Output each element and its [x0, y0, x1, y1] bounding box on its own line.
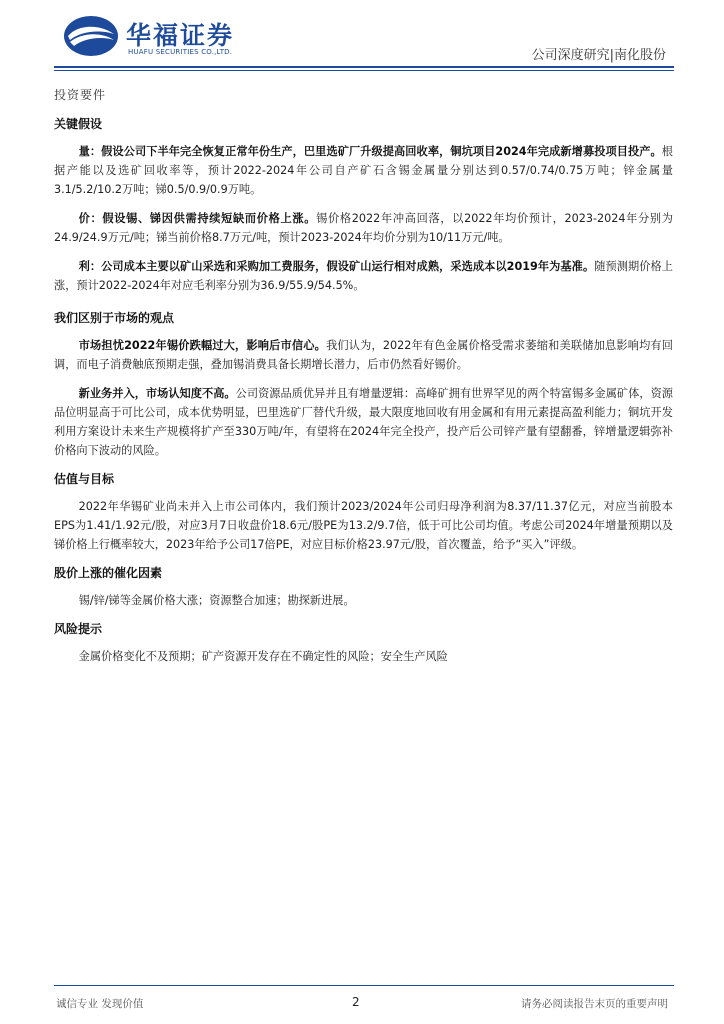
- header-divider: [54, 66, 674, 68]
- valuation-heading: 估值与目标: [54, 472, 115, 486]
- huafu-logo-icon: [62, 14, 120, 58]
- volume-assumption-body: 根据产能以及选矿回收率等，预计2022-2024年公司自产矿石含锡金属量分别达到0.57/0.74/0.75万吨；锌金属量3.1/5.2/10.2万吨；锑0.5/0.9/0.9万吨。: [54, 145, 673, 196]
- market-view-paragraph-2: [54, 384, 673, 460]
- valuation-paragraph: 2022年华锡矿业尚未并入上市公司体内，我们预计2023/2024年公司归母净利润为8.37/11.37亿元，对应当前股本EPS为1.41/1.92元/股，对应3月7日收盘价18.6元/股PE为13.2/9.7倍，低于可比公司均值。考虑公司2024年增量预期以及锑价格上行概率较大，2023年给予公司17倍PE，对应目标价格23.97元/股，首次覆盖，给予“买入”评级。: [54, 500, 673, 551]
- volume-assumption: [54, 142, 673, 199]
- profit-assumption-body: 随预测期价格上涨，预计2022-2024年对应毛利率分别为36.9/55.9/54.5%。: [54, 260, 673, 292]
- footer-divider: [54, 985, 674, 986]
- report-type-label: 公司深度研究|南化股份: [531, 48, 666, 63]
- price-assumption-lead: 价：假设锡、锑因供需持续短缺而价格上涨。: [78, 212, 317, 225]
- market-view-2-lead: 新业务并入，市场认知度不高。: [78, 387, 236, 400]
- profit-assumption: [54, 257, 673, 295]
- catalysts-heading: 股价上涨的催化因素: [54, 566, 163, 580]
- profit-assumption-lead: 利：公司成本主要以矿山采选和采购加工费服务，假设矿山运行相对成熟，采选成本以2019年为基准。: [78, 260, 595, 273]
- footer-disclaimer-note: 请务必阅读报告末页的重要声明: [521, 998, 668, 1010]
- report-body: [54, 86, 673, 676]
- market-view-1-body: 我们认为，2022年有色金属价格受需求萎缩和美联储加息影响均有回调，而电子消费触底预期走强，叠加锡消费具备长期增长潜力，后市仍然看好锡价。: [54, 339, 673, 371]
- risks-paragraph: 金属价格变化不及预期；矿产资源开发存在不确定性的风险；安全生产风险: [78, 650, 448, 663]
- market-view-2-body: 公司资源品质优异并且有增量逻辑：高峰矿拥有世界罕见的两个特富锡多金属矿体，资源品位明显高于可比公司，成本优势明显，巴里选矿厂替代升级，最大限度地回收有用金属和有用元素提高盈利能力；铜坑开发利用方案设计未来生产规模将扩产至330万吨/年，有望将在2024年完全投产，投产后公司锌产量有望翻番，锌增量逻辑弥补价格向下波动的风险。: [54, 387, 673, 457]
- page-number: 2: [352, 995, 360, 1009]
- header-divider-thin: [54, 70, 674, 71]
- section-title: 投资要件: [54, 88, 107, 102]
- logo-english-name: HUAFU SECURITIES CO.,LTD.: [128, 48, 233, 56]
- logo-chinese-name: 华福证券: [126, 21, 235, 50]
- risks-heading: 风险提示: [54, 622, 103, 636]
- key-assumptions-heading: 关键假设: [54, 117, 103, 131]
- price-assumption: [54, 209, 673, 247]
- volume-assumption-lead: 量：假设公司下半年完全恢复正常年份生产，巴里选矿厂升级提高回收率，铜坑项目2024年完成新增募投项目投产。: [78, 145, 662, 158]
- market-view-heading: 我们区别于市场的观点: [54, 311, 175, 325]
- company-logo: [62, 14, 262, 58]
- footer-slogan: 诚信专业 发现价值: [56, 998, 144, 1010]
- price-assumption-body: 锡价格2022年冲高回落，以2022年均价预计，2023-2024年分别为24.9/24.9万元/吨；锑当前价格8.7万元/吨，预计2023-2024年均价分别为10/11万元/吨。: [54, 212, 673, 244]
- catalysts-paragraph: 锡/锌/锑等金属价格大涨；资源整合加速；勘探新进展。: [78, 594, 355, 607]
- market-view-paragraph-1: [54, 336, 673, 374]
- market-view-1-lead: 市场担忧2022年锡价跌幅过大，影响后市信心。: [78, 339, 327, 352]
